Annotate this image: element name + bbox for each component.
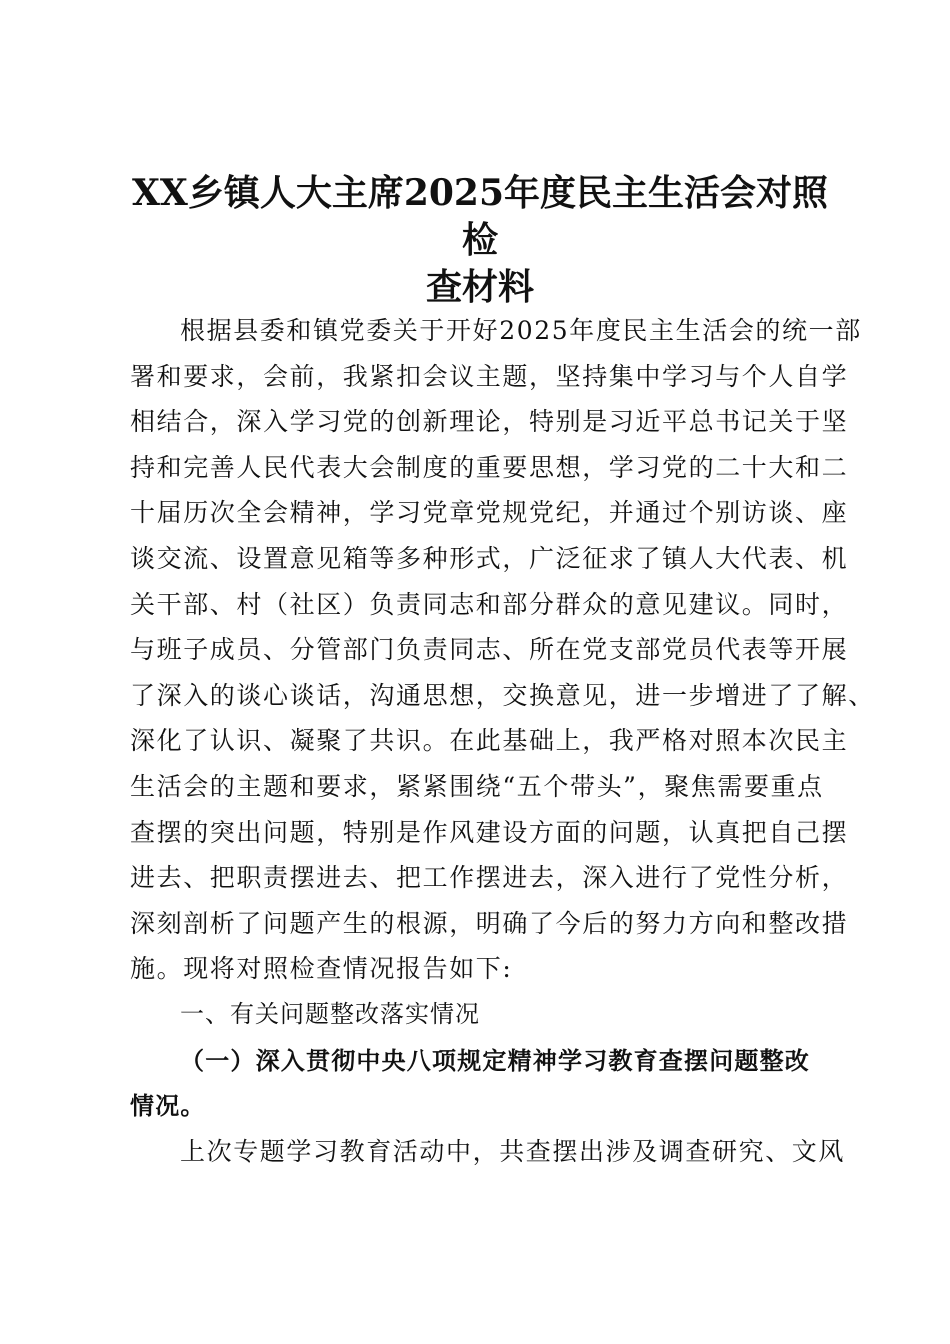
title-line-2: 查材料	[425, 266, 534, 308]
paragraph-line: 查摆的突出问题，特别是作风建设方面的问题，认真把自己摆	[130, 817, 849, 847]
paragraph-line: 持和完善人民代表大会制度的重要思想，学习党的二十大和二	[130, 452, 849, 482]
subsection-heading-line: 情况。	[130, 1091, 206, 1121]
paragraph-line: 与班子成员、分管部门负责同志、所在党支部党员代表等开展	[130, 635, 849, 665]
paragraph-line: 谈交流、设置意见箱等多种形式，广泛征求了镇人大代表、机	[130, 543, 849, 573]
paragraph-line: 深刻剖析了问题产生的根源，明确了今后的努力方向和整改措	[130, 908, 849, 938]
paragraph-line: 相结合，深入学习党的创新理论，特别是习近平总书记关于坚	[130, 407, 849, 437]
document-title	[120, 170, 840, 311]
paragraph-line: 生活会的主题和要求，紧紧围绕“五个带头”，聚焦需要重点	[130, 771, 824, 801]
paragraph-line: 施。现将对照检查情况报告如下:	[130, 954, 513, 984]
paragraph-line: 了深入的谈心谈话，沟通思想，交换意见，进一步增进了了解、	[130, 680, 875, 710]
subsection-heading-line: （一）深入贯彻中央八项规定精神学习教育查摆问题整改	[180, 1045, 810, 1075]
paragraph-line: 根据县委和镇党委关于开好2025年度民主生活会的统一部	[180, 316, 862, 345]
paragraph-line: 上次专题学习教育活动中，共查摆出涉及调查研究、文风	[180, 1136, 846, 1166]
paragraph-line: 进去、把职责摆进去、把工作摆进去，深入进行了党性分析，	[130, 863, 849, 893]
section-heading: 一、有关问题整改落实情况	[180, 999, 480, 1028]
title-line-1: XX乡镇人大主席2025年度民主生活会对照检	[131, 172, 829, 261]
paragraph-line: 署和要求，会前，我紧扣会议主题，坚持集中学习与个人自学	[130, 361, 849, 391]
paragraph-line: 深化了认识、凝聚了共识。在此基础上，我严格对照本次民主	[130, 726, 849, 756]
document-body	[130, 308, 875, 1174]
paragraph-line: 关干部、村（社区）负责同志和部分群众的意见建议。同时，	[130, 589, 849, 619]
paragraph-line: 十届历次全会精神，学习党章党规党纪，并通过个别访谈、座	[130, 498, 849, 528]
